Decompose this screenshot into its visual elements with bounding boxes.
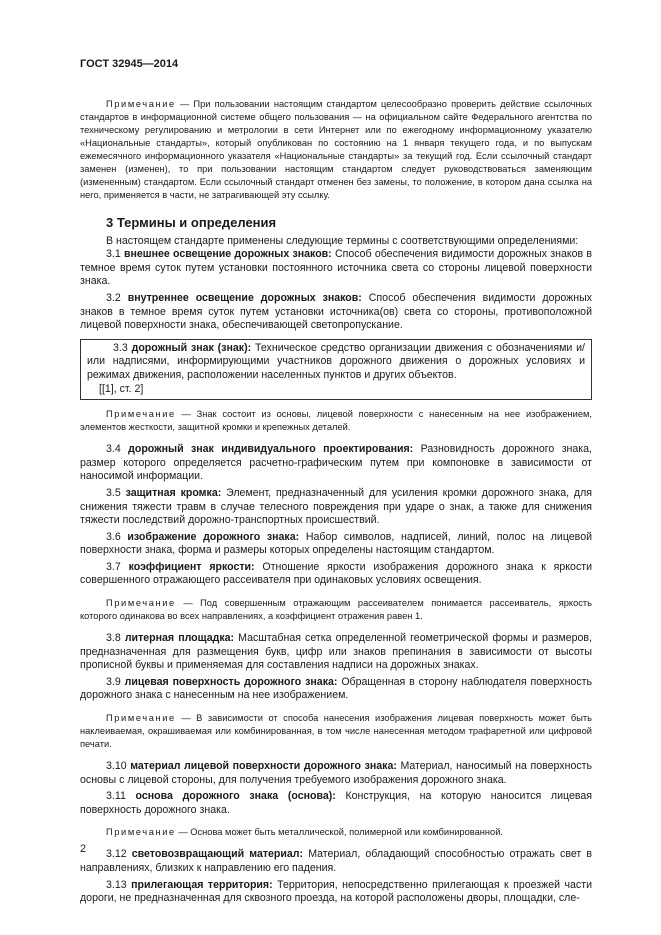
term-3-7	[80, 561, 592, 588]
term-3-4	[80, 443, 592, 484]
term-title: прилегающая территория:	[131, 878, 273, 891]
note-standards	[80, 98, 592, 202]
term-3-13	[80, 879, 592, 906]
term-reference: [[1], ст. 2]	[99, 382, 144, 395]
term-number: 3.10	[106, 760, 131, 773]
term-title: изображение дорожного знака:	[127, 530, 300, 543]
term-definition: Отношение яркости изображения дорожного знака к яркости совершенного отражающего рассеивателя при одинаковых условиях освещения.	[80, 560, 593, 587]
term-number: 3.11	[106, 790, 136, 803]
note-3-9	[80, 712, 592, 751]
term-3-3	[87, 342, 585, 383]
term-number: 3.5	[106, 486, 126, 499]
page-content	[80, 98, 592, 906]
term-title: коэффициент яркости:	[128, 560, 255, 573]
term-number: 3.6	[106, 530, 128, 543]
term-definition: Элемент, предназначенный для усиления кромки дорожного знака, для снижения тяжести травм в случае телесного повреждения при ударе о знак, а также для снижения тяжести последствий дорожно-транспортных происшествий.	[80, 486, 592, 527]
term-number: 3.8	[106, 632, 125, 645]
term-number: 3.9	[106, 675, 125, 688]
term-title: защитная кромка:	[125, 486, 222, 499]
term-title: лицевая поверхность дорожного знака:	[124, 675, 338, 688]
term-title: дорожный знак индивидуального проектирования:	[128, 443, 414, 456]
note-label: Примечание	[106, 827, 176, 838]
document-header: ГОСТ 32945—2014	[80, 58, 179, 70]
term-3-12	[80, 848, 592, 875]
term-3-1	[80, 248, 592, 289]
term-number: 3.1	[106, 248, 124, 261]
note-label: Примечание	[106, 713, 176, 724]
term-title: основа дорожного знака (основа):	[135, 790, 336, 803]
note-text: — В зависимости от способа нанесения изображения лицевая поверхность может быть наклеиваемая, окрашиваемая или комбинированная, в том числе нанесенная методом трафаретной или цифровой печати.	[80, 713, 592, 750]
term-title: материал лицевой поверхности дорожного знака:	[130, 760, 397, 773]
note-3-7	[80, 597, 592, 623]
term-definition: Техническое средство организации движения с обозначениями и/или надписями, информирующими участников дорожного движения о дорожных условиях и режимах движения, расположении населенных пунктов и других объектов.	[87, 341, 586, 381]
page-number: 2	[80, 843, 87, 855]
term-3-9	[80, 676, 592, 703]
term-title: внутреннее освещение дорожных знаков:	[127, 291, 362, 304]
section-heading: 3 Термины и определения	[106, 215, 277, 230]
term-definition: Способ обеспечения видимости дорожных знаков в темное время суток путем установки источника(ов) света со стороны, противоположной лицевой поверхности знака, обеспечивающей светопропускание.	[80, 291, 593, 332]
term-title: литерная площадка:	[124, 632, 235, 645]
note-3-3	[80, 408, 592, 434]
term-definition: Масштабная сетка определенной геометрической формы и размеров, предназначенная для размещения букв, цифр или знаков препинания в зависимости от высоты прописной буквы и применяемая для составления надписи на дорожных знаках.	[80, 632, 593, 672]
term-number: 3.4	[106, 443, 129, 456]
term-definition: Территория, непосредственно прилегающая к проезжей части дороги, не предназначенная для сквозного проезда, на которой расположены дворы, площадки, сле-	[80, 878, 592, 905]
term-3-10	[80, 760, 592, 787]
term-title: внешнее освещение дорожных знаков:	[123, 248, 332, 261]
note-text: — Знак состоит из основы, лицевой поверхности с нанесенным на нее изображением, элементов жесткости, защитной кромки и крепежных деталей.	[80, 409, 592, 433]
note-text: — Основа может быть металлической, полимерной или комбинированной.	[175, 827, 503, 838]
term-3-3-box	[80, 339, 592, 400]
term-3-2	[80, 292, 592, 333]
term-number: 3.2	[106, 291, 128, 304]
note-text: — При пользовании настоящим стандартом целесообразно проверить действие ссылочных стандартов в информационной системе общего пользования — на официальном сайте Федерального агентства по техническому регулированию и метрологии в сети Интернет или по ежегодному информационному указателю «Национальные стандарты», который опубликован по состоянию на 1 января текущего года, и по выпускам ежемесячного информационного указателя «Национальные стандарты» за текущий год. Если ссылочный стандарт заменен (изменен), то при пользовании настоящим стандартом следует руководствоваться заменяющим (измененным) стандартом. Если ссылочный стандарт отменен без замены, то положение, в котором дана ссылка на него, применяется в части, не затрагивающей эту ссылку.	[80, 99, 592, 200]
term-3-8	[80, 632, 592, 673]
term-definition: Способ обеспечения видимости дорожных знаков в темное время суток путем установки постоянного источника света со стороны лицевой поверхности знака.	[80, 248, 592, 288]
term-number: 3.3	[113, 341, 132, 354]
term-number: 3.13	[106, 878, 132, 891]
note-text: — Под совершенным отражающим рассеивателем понимается рассеиватель, яркость которого одинакова во всех направлениях, а коэффициент отражения равен 1.	[80, 598, 592, 622]
note-label: Примечание	[106, 99, 176, 109]
term-title: световозвращающий материал:	[131, 848, 304, 861]
section-intro: В настоящем стандарте применены следующие термины с соответствующими определениями:	[106, 234, 579, 247]
term-definition: Материал, наносимый на поверхность основы с лицевой стороны, для получения требуемого изображения дорожного знака.	[80, 760, 593, 786]
note-3-11	[80, 826, 592, 839]
term-3-11	[80, 790, 592, 817]
term-3-6	[80, 531, 592, 558]
term-definition: Конструкция, на которую наносится лицевая поверхность дорожного знака.	[80, 790, 592, 816]
term-definition: Материал, обладающий способностью отражать свет в направлениях, близких к направлению его падения.	[80, 848, 592, 874]
note-label: Примечание	[106, 598, 176, 609]
note-label: Примечание	[106, 409, 176, 420]
term-number: 3.12	[106, 848, 132, 861]
term-title: дорожный знак (знак):	[131, 341, 252, 354]
term-3-5	[80, 487, 592, 528]
term-definition: Набор символов, надписей, линий, полос на лицевой поверхности знака, форма и размеры которых определены настоящим стандартом.	[80, 530, 593, 557]
term-number: 3.7	[106, 560, 129, 573]
term-definition: Разновидность дорожного знака, размер которого определяется расчетно-графическим путем при компоновке в зависимости от наносимой информации.	[80, 443, 593, 483]
term-definition: Обращенная в сторону наблюдателя поверхность дорожного знака с нанесенным на нее изображением.	[80, 675, 592, 702]
